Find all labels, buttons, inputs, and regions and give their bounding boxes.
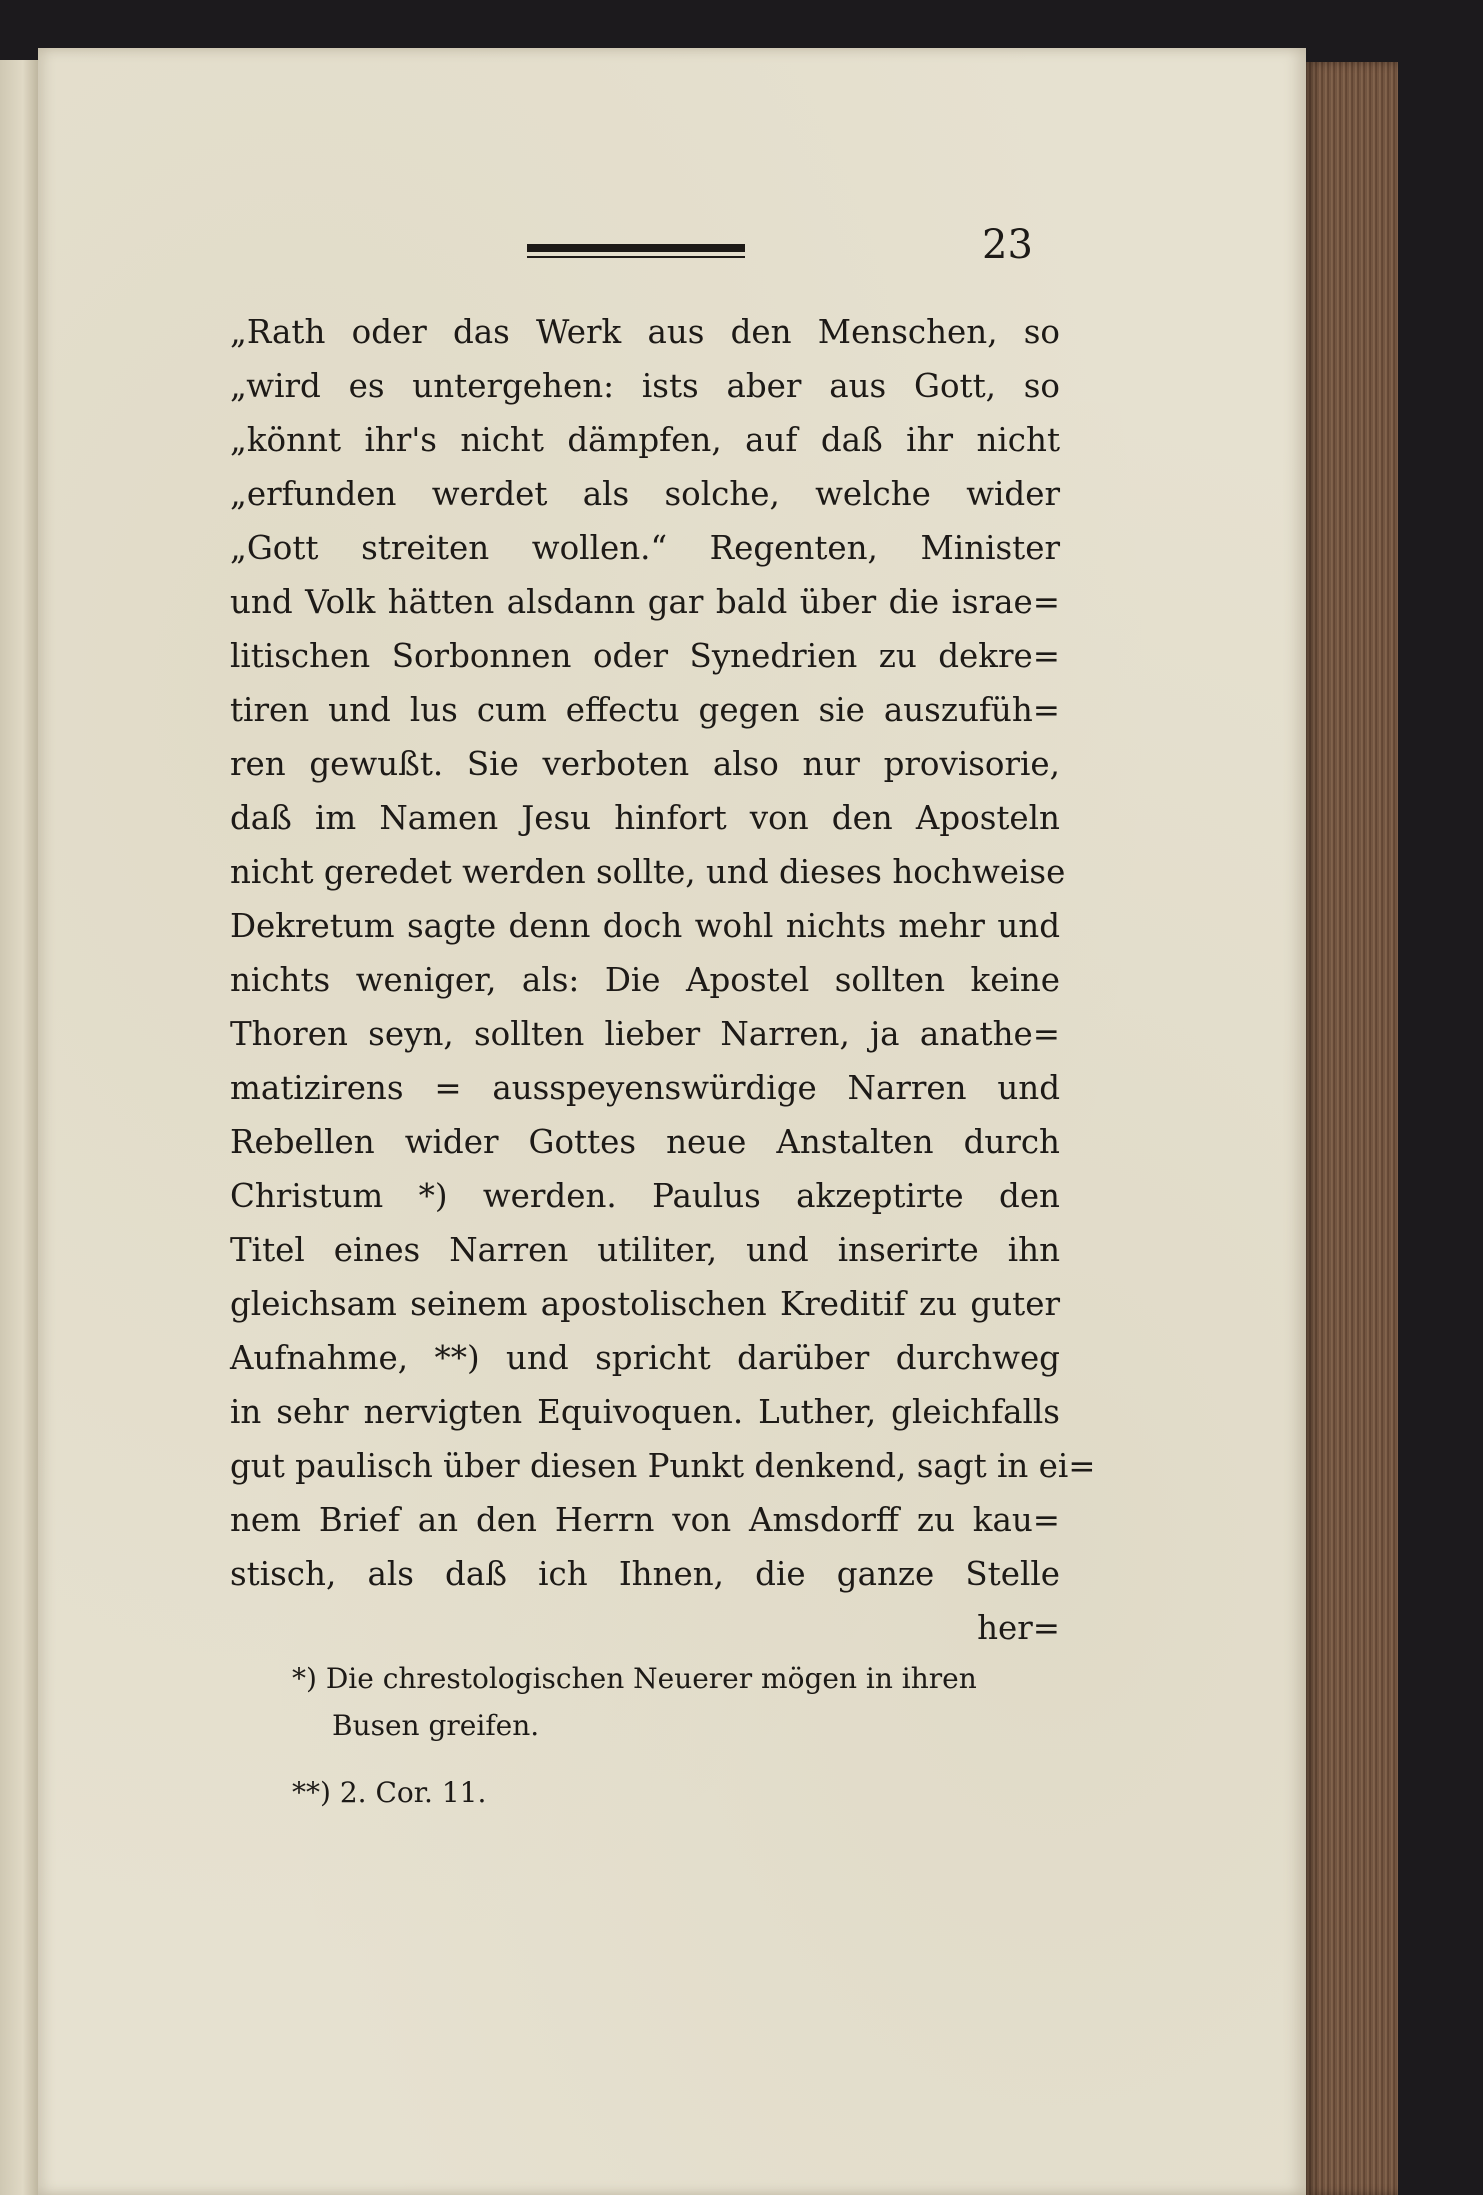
footnote-1-line: Busen greifen.	[332, 1709, 540, 1742]
text-line: Thoren seyn, sollten lieber Narren, ja anathe=	[230, 1015, 1060, 1053]
text-line: „Rath oder das Werk aus den Menschen, so	[230, 313, 1060, 351]
text-line: gleichsam seinem apostolischen Kreditif zu guter	[230, 1285, 1060, 1323]
text-line: litischen Sorbonnen oder Synedrien zu dekre=	[230, 637, 1060, 675]
text-line: daß im Namen Jesu hinfort von den Aposteln	[230, 799, 1060, 837]
text-line: Titel eines Narren utiliter, und inserirte ihn	[230, 1231, 1060, 1269]
text-line: „könnt ihr's nicht dämpfen, auf daß ihr nicht	[230, 421, 1060, 459]
catchword: her=	[977, 1609, 1060, 1647]
text-line: matizirens = ausspeyenswürdige Narren und	[230, 1069, 1060, 1107]
text-line: nicht geredet werden sollte, und dieses hochweise	[230, 853, 1066, 891]
body-text	[230, 305, 1096, 1655]
text-line: gut paulisch über diesen Punkt denkend, sagt in ei=	[230, 1447, 1096, 1485]
text-line: „erfunden werdet als solche, welche wider	[230, 475, 1060, 513]
header-double-rule	[527, 244, 745, 260]
text-line: Christum *) werden. Paulus akzeptirte den	[230, 1177, 1060, 1215]
text-line: ren gewußt. Sie verboten also nur provisorie,	[230, 745, 1060, 783]
text-line: Aufnahme, **) und spricht darüber durchweg	[230, 1339, 1060, 1377]
footnotes	[292, 1655, 1062, 1816]
text-line: stisch, als daß ich Ihnen, die ganze Stelle	[230, 1555, 1060, 1593]
footnote-1-line: *) Die chrestologischen Neuerer mögen in ihren	[292, 1662, 977, 1695]
text-line: „wird es untergehen: ists aber aus Gott, so	[230, 367, 1060, 405]
page-block-edges	[1306, 62, 1398, 2195]
text-line: in sehr nervigten Equivoquen. Luther, gleichfalls	[230, 1393, 1060, 1431]
footnote-2-line: **) 2. Cor. 11.	[292, 1776, 487, 1809]
text-line: tiren und lus cum effectu gegen sie auszufüh=	[230, 691, 1060, 729]
text-line: Rebellen wider Gottes neue Anstalten durch	[230, 1123, 1060, 1161]
page-number: 23	[982, 222, 1033, 268]
text-line: nichts weniger, als: Die Apostel sollten keine	[230, 961, 1060, 999]
previous-page-edge	[0, 60, 38, 2195]
text-line: „Gott streiten wollen.“ Regenten, Minister	[230, 529, 1060, 567]
text-line: Dekretum sagte denn doch wohl nichts mehr und	[230, 907, 1060, 945]
text-line: nem Brief an den Herrn von Amsdorff zu kau=	[230, 1501, 1060, 1539]
text-line: und Volk hätten alsdann gar bald über die israe=	[230, 583, 1060, 621]
